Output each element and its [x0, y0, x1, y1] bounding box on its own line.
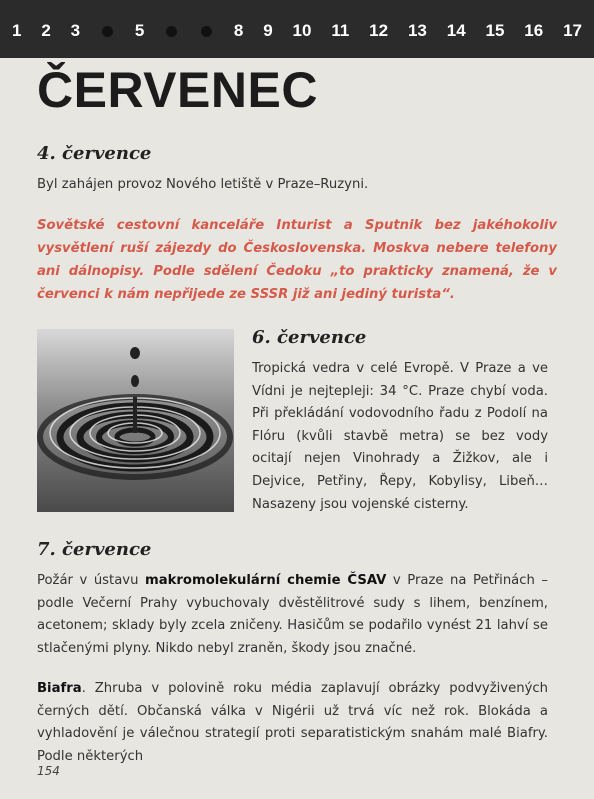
- chapter-page-list: [12, 18, 582, 44]
- page-marker-dot[interactable]: [201, 26, 212, 37]
- section-heading-july-4: 4. července: [37, 143, 152, 164]
- page-link-15[interactable]: 15: [485, 21, 505, 40]
- page-link-12[interactable]: 12: [369, 21, 389, 40]
- page-number: 154: [37, 764, 60, 778]
- page-link-14[interactable]: 14: [446, 21, 466, 40]
- page-link-11[interactable]: 11: [331, 21, 350, 40]
- page-title: ČERVENEC: [37, 62, 318, 118]
- bold-term: makromolekulární chemie ČSAV: [145, 573, 387, 588]
- page-link-17[interactable]: 17: [563, 21, 582, 40]
- section-text-july-7-fire: [37, 570, 548, 660]
- page-marker-dot[interactable]: [166, 26, 177, 37]
- page-link-5[interactable]: 5: [134, 21, 145, 40]
- page-link-1[interactable]: 1: [12, 21, 22, 40]
- page-link-13[interactable]: 13: [407, 21, 427, 40]
- page-link-9[interactable]: 9: [263, 21, 273, 40]
- text-span: Požár v ústavu: [37, 573, 145, 588]
- section-text-july-4: Byl zahájen provoz Nového letiště v Praze–Ruzyni.: [37, 177, 369, 192]
- water-drop-photo: [37, 329, 234, 512]
- text-span: . Zhruba v polovině roku média zaplavují obrázky podvyživených černých dětí. Občanská válka v Nigérii už trvá víc než rok. Blokáda a vyhladovění je válečnou strategií proti separatistickým snahám malé Biafry. Podle některých: [37, 681, 548, 764]
- water-ripple-image: [37, 329, 234, 512]
- chapter-navigation-bar: [0, 0, 594, 58]
- page-link-3[interactable]: 3: [70, 21, 81, 40]
- section-heading-july-6: 6. července: [252, 327, 367, 348]
- bold-term: Biafra: [37, 681, 82, 696]
- highlighted-note: Sovětské cestovní kanceláře Inturist a Sputnik bez jakéhokoliv vysvětlení ruší zájezdy do Československa. Moskva nebere telefony ani dálnopisy. Podle sdělení Čedoku „to prakticky znamená, že v červenci k nám nepřijede ze SSSR již ani jediný turista“.: [37, 218, 557, 302]
- text-span: v Praze na Petřinách – podle Večerní Prahy vybuchovaly dvěstělitrové sudy s lihem, benzínem, acetonem; sklady byly zcela zničeny. Hasičům se podařilo vynést 21 lahví se stlačenými plyny. Nikdo nebyl zraněn, škody jsou značné.: [37, 573, 548, 656]
- section-heading-july-7: 7. července: [37, 539, 152, 560]
- section-text-july-7-biafra: [37, 678, 548, 768]
- page-link-16[interactable]: 16: [524, 21, 544, 40]
- section-text-july-6: Tropická vedra v celé Evropě. V Praze a ve Vídni je nejtepleji: 34 °C. Praze chybí voda. Při překládání vodovodního řadu z Podolí na Flóru (kvůli stavbě metra) se bez vody ocitají nejen Vinohrady a Žižkov, ale i Dejvice, Petřiny, Řepy, Kobylisy, Libeň… Nasazeny jsou vojenské cisterny.: [252, 361, 548, 512]
- page-marker-dot[interactable]: [102, 26, 113, 37]
- page-link-8[interactable]: 8: [233, 21, 244, 40]
- page-link-10[interactable]: 10: [292, 21, 312, 40]
- page-link-2[interactable]: 2: [41, 21, 51, 40]
